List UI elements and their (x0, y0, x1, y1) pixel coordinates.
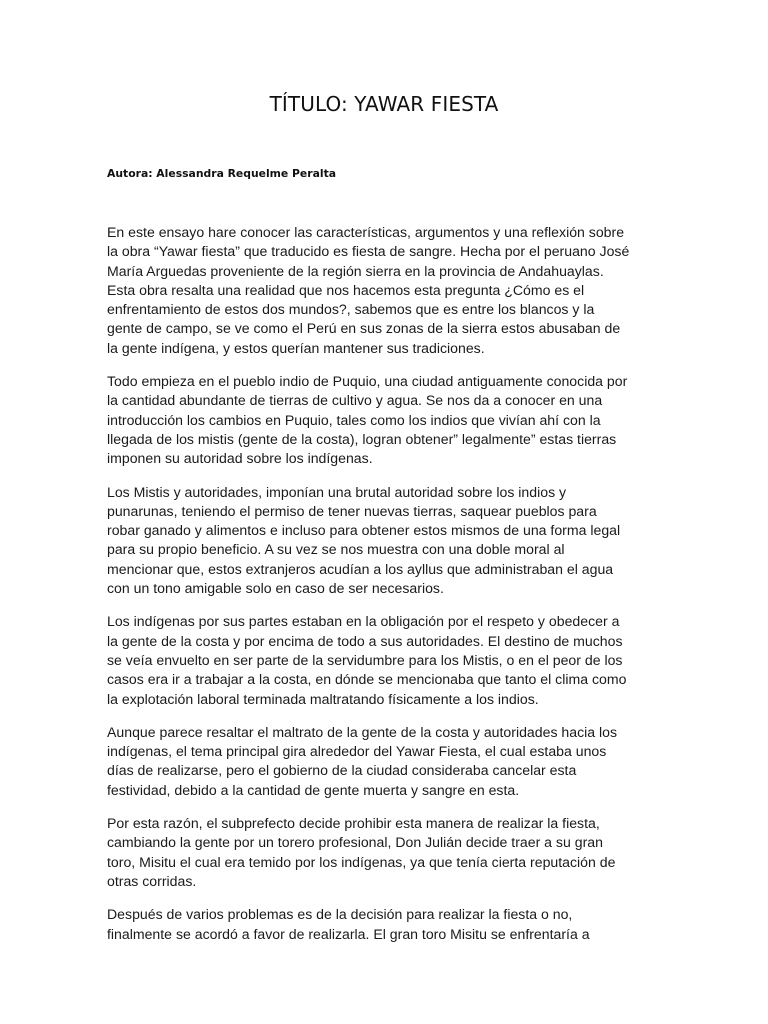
paragraph: En este ensayo hare conocer las características, argumentos y una reflexión sobre la obra “Yawar fiesta” que traducido es fiesta de sangre. Hecha por el peruano José María Arguedas proveniente de la región sierra en la provincia de Andahuaylas. Esta obra resalta una realidad que nos hacemos esta pregunta ¿Cómo es el enfrentamiento de estos dos mundos?, sabemos que es entre los blancos y la gente de campo, se ve como el Perú en sus zonas de la sierra estos abusaban de la gente indígena, y estos querían mantener sus tradiciones. (107, 224, 630, 356)
paragraph: Por esta razón, el subprefecto decide prohibir esta manera de realizar la fiesta, cambiando la gente por un torero profesional, Don Julián decide traer a su gran toro, Misitu el cual era temido por los indígenas, ya que tenía cierta reputación de otras corridas. (107, 815, 616, 889)
paragraph: Aunque parece resaltar el maltrato de la gente de la costa y autoridades hacia los indígenas, el tema principal gira alrededor del Yawar Fiesta, el cual estaba unos días de realizarse, pero el gobierno de la ciudad consideraba cancelar esta festividad, debido a la cantidad de gente muerta y sangre en esta. (107, 723, 618, 798)
paragraph: Después de varios problemas es de la decisión para realizar la fiesta o no, finalmente se acordó a favor de realizarla. El gran toro Misitu se enfrentaría a (107, 906, 590, 942)
paragraph: Los Mistis y autoridades, imponían una brutal autoridad sobre los indios y punarunas, teniendo el permiso de tener nuevas tierras, saquear pueblos para robar ganado y alimentos e incluso para obtener estos mismos de una forma legal para su propio beneficio. A su vez se nos muestra con una doble moral al mencionar que, estos extranjeros acudían a los ayllus que administraban el agua con un tono amigable solo en caso de ser necesarios. (107, 483, 621, 597)
document-title: TÍTULO: YAWAR FIESTA (269, 92, 499, 116)
document-author: Autora: Alessandra Requelme Peralta (107, 167, 337, 180)
document-body (107, 223, 633, 958)
paragraph: Todo empieza en el pueblo indio de Puquio, una ciudad antiguamente conocida por la cantidad abundante de tierras de cultivo y agua. Se nos da a conocer en una introducción los cambios en Puquio, tales como los indios que vivían ahí con la llegada de los mistis (gente de la costa), logran obtener” legalmente” estas tierras imponen su autoridad sobre los indígenas. (107, 373, 628, 467)
paragraph: Los indígenas por sus partes estaban en la obligación por el respeto y obedecer a la gente de la costa y por encima de todo a sus autoridades. El destino de muchos se veía envuelto en ser parte de la servidumbre para los Mistis, o en el peor de los casos era ir a trabajar a la costa, en dónde se mencionaba que tanto el clima como la explotación laboral terminada maltratando físicamente a los indios. (107, 613, 627, 707)
